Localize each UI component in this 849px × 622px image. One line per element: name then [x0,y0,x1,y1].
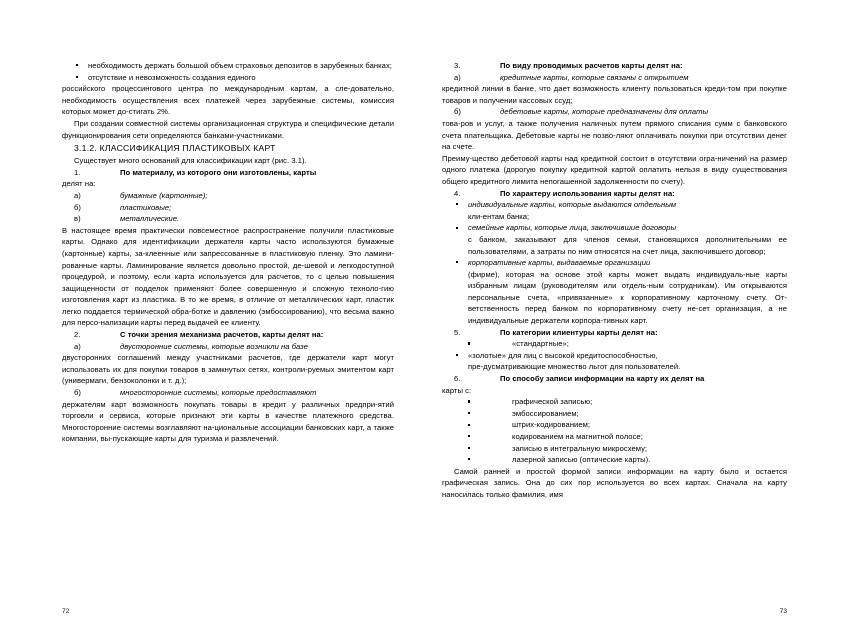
list-item [442,222,787,234]
bullet-dot-icon [468,412,470,414]
numbered-item-4 [442,188,787,200]
list-item-continuation: пре-дусматривающие множество льгот для пользователей. [468,362,681,372]
lettered-item-a-3-continuation: кредитной линии в банке, что дает возможность клиенту пользоваться креди-том при покупке товаров и получении кассовых ссуд; [442,84,787,105]
lettered-item-a [62,190,394,202]
item-number: 1. [74,167,81,177]
paragraph-debit-advantage: Преиму-щество дебетовой карты над кредитной состоит в отсутствии огра-ничений на размер одного платежа (дорогую покупку кредитной картой оплатить нельзя в виду существования общего кредитного лимита непогашенной задолженности по счету). [442,153,787,186]
item-text: бумажные (картонные); [120,190,208,200]
list-item [62,72,394,84]
list-item [62,60,394,72]
item-text: двусторонние системы, которые возникли на базе [120,341,308,351]
bullet-dot-icon [468,424,470,426]
bullet-dot-icon [456,203,458,205]
bullet-dot-icon [76,76,78,78]
list-item-text: эмбоссированием; [512,408,579,418]
item-number: 4. [454,188,461,198]
list-item-text: «золотые» для лиц с высокой кредитоспособностью, [468,350,658,360]
item-text: металлические. [120,214,180,224]
left-page [0,60,424,622]
item-letter: б) [454,107,461,117]
item-number: 3. [454,61,461,70]
item-letter: а) [74,341,81,351]
lettered-item-b-3-continuation: това-ров и услуг, а также получения наличных путем прямого списания сумм с банковского счета плательщика. Дебетовые карты не позво-ляют оплачивать покупки при отсутствии денег на счете. [442,118,787,152]
list-item-text: корпоративные карты, выдаваемые организации [468,258,651,268]
item-number: 6. [454,374,461,384]
numbered-item-1 [62,167,394,179]
list-item [442,396,787,408]
list-item-text: записью в интегральную микросхему; [512,443,648,453]
list-item-continuation: (фирме), которая на основе этой карты может выдать индивидуаль-ные карты избранным лицам (руководителям или отдель-ным сотрудникам). Им открываются персональные счета, «привязанные» к корпоративному карточному счету. От-ветственность перед банком по корпоративному счету не-сет организация, а не индивидуальные держатели корпора-тивных карт. [468,269,787,326]
bullet-dot-icon [468,435,470,437]
list-item-text: отсутствие и невозможность создания единого [88,72,256,82]
left-page-column [62,60,394,445]
item-text: По виду проводимых расчетов карты делят на: [500,61,683,70]
item-text: По материалу, из которого они изготовлены, карты [120,167,317,177]
section-heading: 3.1.2. КЛАССИФИКАЦИЯ ПЛАСТИКОВЫХ КАРТ [74,143,276,154]
item-number: 2. [74,330,81,340]
numbered-item-5 [442,327,787,339]
list-item [442,419,787,431]
paragraph-classification-intro: Существует много оснований для классификации карт (рис. 3.1). [74,156,307,166]
item-letter: а) [454,72,461,82]
list-item [442,338,787,350]
item-letter: а) [74,190,81,200]
list-item-text: необходимость держать большой объем страховых депозитов в зарубежных банках; [88,61,392,70]
item-number: 5. [454,327,461,337]
lettered-item-a-2-continuation: двусторонних соглашений между участниками расчетов, где держатели карт могут использовать их для покупки товаров в замкнутых сетях, контроли-руемых эмитентом карт (универмаги, бензоколонки и т. д.); [62,353,394,386]
list-item [442,408,787,420]
lettered-item-b-2-continuation: держателям карт возможность покупать товары в кредит у различных предпри-ятий торговли и сервиса, которые признают эти карты в качестве платежного средства. Многосторонние системы возглавляют на-циональные ассоциации банковских карт, а также компании, вы-пускающие карты для туризма и развлечений. [62,399,394,444]
item-text: По способу записи информации на карту их делят на [500,374,705,384]
list-item-continuation: кли-ентам банка; [468,211,530,221]
list-item-text: графической записью; [512,397,593,407]
numbered-item-2 [62,329,394,341]
list-item-text: индивидуальные карты, которые выдаются отдельным [468,200,677,210]
numbered-item-1-continuation: делят на: [62,179,96,189]
list-item [442,257,787,269]
page-number-right: 73 [779,608,787,615]
list-item [442,431,787,443]
item-letter: б) [74,202,81,212]
numbered-item-6 [442,373,787,385]
list-item [442,199,787,211]
item-text: По категории клиентуры карты делят на: [500,327,658,337]
bullet-dot-icon [456,227,458,229]
list-item [442,350,787,362]
list-item-text: кодированием на магнитной полосе; [512,432,643,441]
bullet-dot-icon [468,458,470,460]
paragraph-plastic-cards: В настоящее время практически повсеместное распространение получили пластиковые карты. Однако для идентификации держателя карты часто используются бумажные (картонные) карты, за-клеенные или запрессованные в пластиковую пленку. Это ламини-рованные карты. Ламинирование является довольно простой, де-шевой и легкодоступной процедурой, и поэтому, если карта используется для расчетов, то с целью повышения защищенности от подделок применяют более совершенную и сложную техноло-гию изготовления карт из пластика. В то же время, в отличие от металлических карт, пластик легко поддается термической обра-ботке и давлению (эмбоссированию), что весьма важно для персо-нализации карты перед выдачей ее клиенту. [62,225,394,328]
list-item-text: штрих-кодированием; [512,420,591,430]
page-number-left: 72 [62,608,70,615]
right-page-column [442,60,787,501]
item-text: пластиковые; [120,202,172,212]
list-item-text: «стандартные»; [512,339,569,349]
bullet-dot-icon [456,354,458,356]
right-page [424,60,849,622]
bullet-dot-icon [468,342,470,344]
item-letter: в) [74,214,81,224]
bullet-dot-icon [456,261,458,263]
item-text: кредитные карты, которые связаны с открытием [500,72,689,82]
lettered-item-a-3 [442,72,787,84]
lettered-item-v [62,213,394,225]
list-item [442,454,787,466]
numbered-item-6-continuation: карты с: [442,385,472,395]
numbered-item-3 [442,60,787,72]
item-text: многосторонние системы, которые предоставляют [120,388,317,398]
lettered-item-a-2 [62,341,394,353]
item-text: С точки зрения механизма расчетов, карты делят на: [120,330,324,340]
lettered-item-b-2 [62,387,394,399]
list-item-text: лазерной записью (оптические карты). [512,455,651,465]
item-text: По характеру использования карты делят на: [500,188,675,198]
lettered-item-b [62,202,394,214]
paragraph-closing: Самой ранней и простой формой записи информации на карту было и остается графическая запись. Она до сих пор используется во всех картах. Сначала на карту наносилась только фамилия, имя [442,466,787,499]
list-item-continuation: российского процессингового центра по международным картам, а сле-довательно, необходимость осуществления всех платежей через зарубежные системы, комиссия которых может до-стигать 2%. [62,84,394,117]
list-item-continuation: с банком, заказывают для членов семьи, становящихся дополнительными ее пользователями, а затраты по ним относятся на счет лица, заключившего договор; [468,234,787,256]
bullet-dot-icon [76,64,78,66]
item-letter: б) [74,388,81,398]
paragraph-joint-system: При создании совместной системы организационная структура и специфические детали функционирования сети определяются банками-участниками. [62,118,394,140]
lettered-item-b-3 [442,106,787,118]
item-text: дебетовые карты, которые предназначены для оплаты [500,107,709,117]
list-item [442,443,787,455]
bullet-dot-icon [468,447,470,449]
bullet-dot-icon [468,400,470,402]
list-item-text: семейные карты, которые лица, заключившие договоры [468,223,677,233]
